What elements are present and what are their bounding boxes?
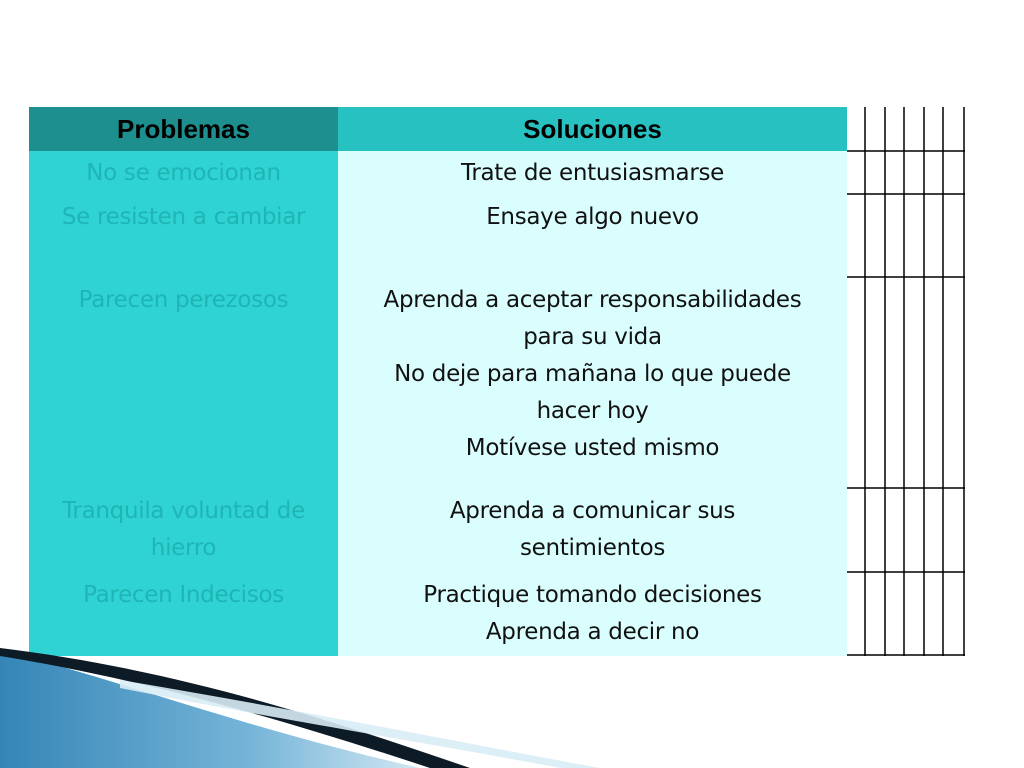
solution-line: Practique tomando decisiones xyxy=(423,582,762,608)
swoosh-blue xyxy=(0,650,420,768)
problems-solutions-table xyxy=(29,107,847,656)
solution-line: Ensaye algo nuevo xyxy=(486,204,699,230)
table-row xyxy=(29,195,847,278)
problem-cell: Parecen Indecisos xyxy=(29,573,338,656)
solution-line: para su vida xyxy=(523,324,662,350)
solution-line: Aprenda a aceptar responsabilidades xyxy=(383,287,802,313)
solution-cell xyxy=(338,195,847,278)
header-solutions: Soluciones xyxy=(338,107,847,151)
solution-line: hacer hoy xyxy=(536,398,649,424)
solution-line: Aprenda a comunicar sus xyxy=(449,498,736,524)
table-header-row xyxy=(29,107,847,151)
header-problems: Problemas xyxy=(29,107,338,151)
solution-line: Aprenda a decir no xyxy=(485,619,700,645)
empty-grid-lines xyxy=(847,107,965,656)
solution-cell xyxy=(338,489,847,573)
problem-cell: Parecen perezosos xyxy=(29,278,338,489)
solution-line: Trate de entusiasmarse xyxy=(460,160,725,186)
solution-line: Motívese usted mismo xyxy=(465,435,720,461)
table-row xyxy=(29,489,847,573)
solution-line: sentimientos xyxy=(519,535,666,561)
problem-cell: Se resisten a cambiar xyxy=(29,195,338,278)
problem-cell: Tranquila voluntad de hierro xyxy=(29,489,338,573)
table-row xyxy=(29,278,847,489)
table-row xyxy=(29,151,847,195)
decorative-swoosh xyxy=(0,640,1024,768)
solution-cell xyxy=(338,151,847,195)
problem-cell: No se emocionan xyxy=(29,151,338,195)
solution-cell xyxy=(338,278,847,489)
solution-line: No deje para mañana lo que puede xyxy=(394,361,791,387)
